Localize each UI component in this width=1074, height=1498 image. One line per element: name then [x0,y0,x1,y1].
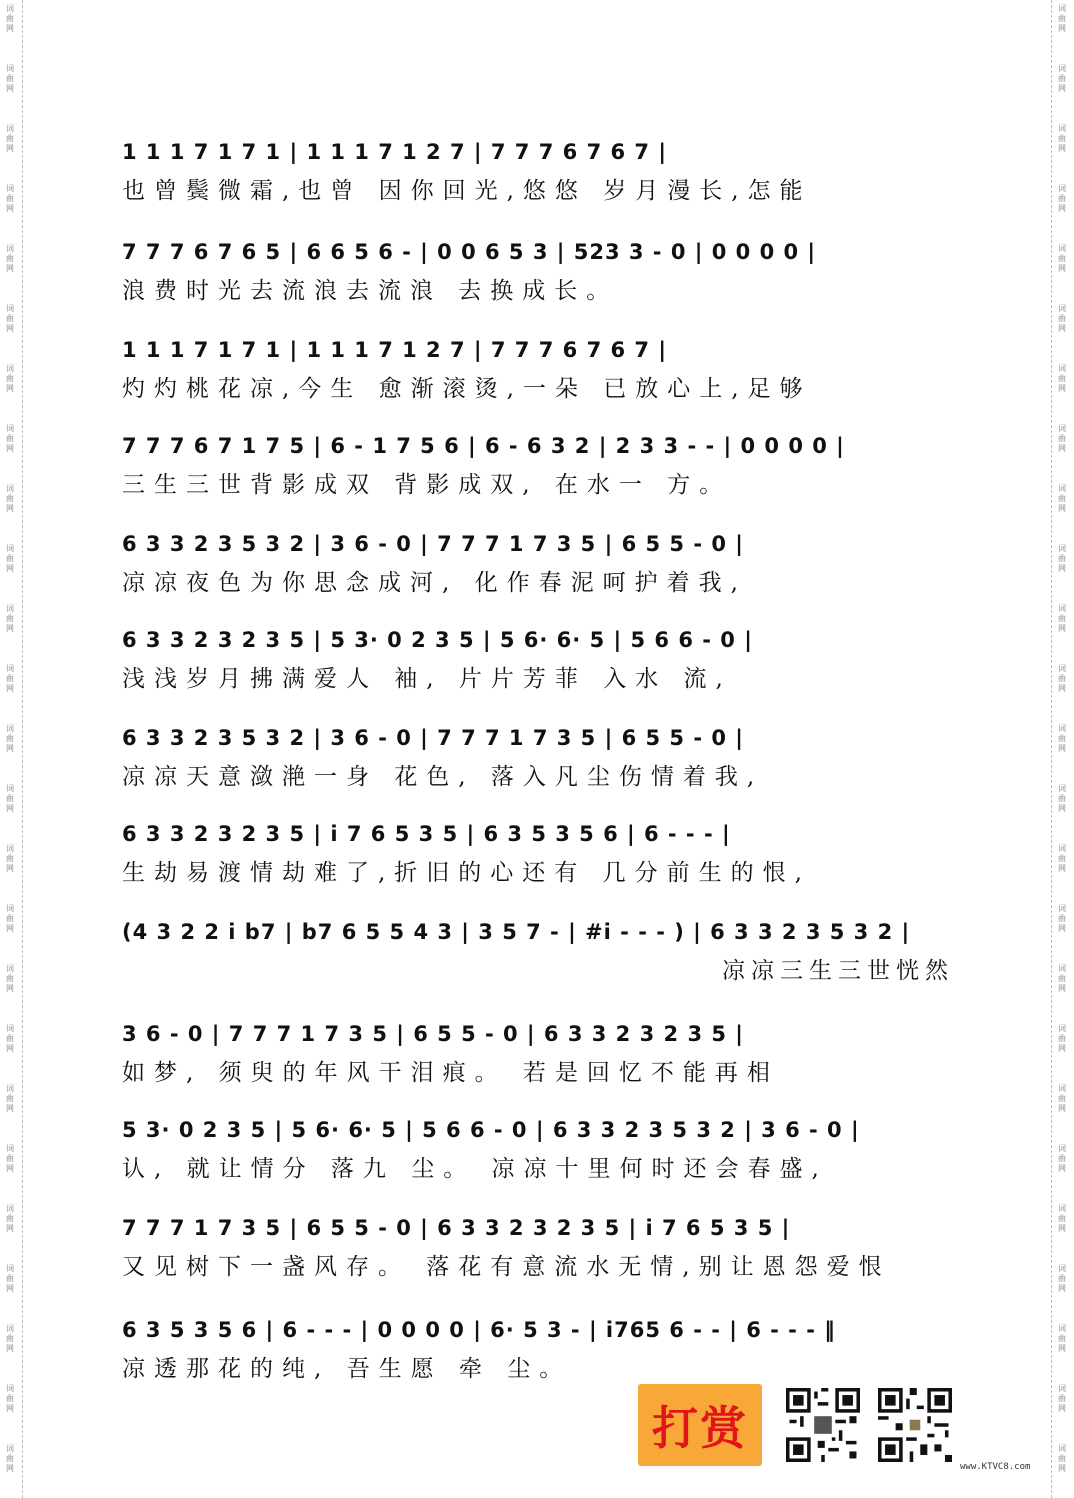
watermark-text: 词 曲 网 [1058,1084,1066,1113]
qr-code-left [786,1388,860,1462]
watermark-text: 词 曲 网 [1058,904,1066,933]
watermark-text: 词 曲 网 [1058,124,1066,153]
qr-code-right [878,1388,952,1462]
watermark-text: 词 曲 网 [1058,244,1066,273]
watermark-text: 词 曲 网 [1058,364,1066,393]
watermark-text: 词 曲 网 [1058,724,1066,753]
watermark-text: 词 曲 网 [6,1264,14,1293]
notation-row: 3 6 - 0 | 7 7 7 1 7 3 5 | 6 5 5 - 0 | 6 3 3 2 3 2 3 5 | [122,1022,744,1046]
watermark-text: 词 曲 网 [6,1084,14,1113]
lyrics-row: 凉凉天意潋滟一身 花色, 落入凡尘伤情着我, [122,764,764,790]
watermark-text: 词 曲 网 [1058,964,1066,993]
reward-button[interactable] [638,1384,762,1466]
score-line [122,914,954,1004]
watermark-text: 词 曲 网 [6,1144,14,1173]
watermark-text: 词 曲 网 [1058,1204,1066,1233]
left-margin-watermark [0,0,23,1498]
lyrics-row: 灼灼桃花凉,今生 愈渐滚烫,一朵 已放心上,足够 [122,376,812,402]
notation-row: 5 3· 0 2 3 5 | 5 6· 6· 5 | 5 6 6 - 0 | 6 3 3 2 3 5 3 2 | 3 6 - 0 | [122,1118,860,1142]
watermark-text: 词 曲 网 [1058,544,1066,573]
reward-label: 打赏 [652,1401,748,1455]
watermark-text: 词 曲 网 [1058,304,1066,333]
lyrics-row: 也曾鬓微霜,也曾 因你回光,悠悠 岁月漫长,怎能 [122,178,812,204]
watermark-text: 词 曲 网 [1058,484,1066,513]
notation-row: 6 3 5 3 5 6 | 6 - - - | 0 0 0 0 | 6· 5 3 - | i765 6 - - | 6 - - - ‖ [122,1318,836,1342]
watermark-text: 词 曲 网 [1058,664,1066,693]
watermark-text: 词 曲 网 [6,1384,14,1413]
watermark-text: 词 曲 网 [1058,184,1066,213]
watermark-text: 词 曲 网 [6,184,14,213]
watermark-text: 词 曲 网 [6,724,14,753]
notation-row: 6 3 3 2 3 5 3 2 | 3 6 - 0 | 7 7 7 1 7 3 5 | 6 5 5 - 0 | [122,726,744,750]
lyrics-row: 浅浅岁月拂满爱人 袖, 片片芳菲 入水 流, [122,666,732,692]
score-line [122,134,954,224]
notation-row: 1 1 1 7 1 7 1 | 1 1 1 7 1 2 7 | 7 7 7 6 7 6 7 | [122,140,668,164]
lyrics-row: 又见树下一盏风存。 落花有意流水无情,别让恩怨爱恨 [122,1254,891,1280]
lyrics-row: 凉凉夜色为你思念成河, 化作春泥呵护着我, [122,570,747,596]
score-line [122,720,954,810]
qr-code-graphic [786,1388,860,1462]
watermark-text: 词 曲 网 [1058,4,1066,33]
watermark-text: 词 曲 网 [1058,1264,1066,1293]
watermark-text: 词 曲 网 [6,664,14,693]
score-line [122,332,954,422]
watermark-text: 词 曲 网 [6,484,14,513]
score-line [122,428,954,518]
watermark-text: 词 曲 网 [6,124,14,153]
watermark-text: 词 曲 网 [6,304,14,333]
notation-row: 7 7 7 6 7 1 7 5 | 6 - 1 7 5 6 | 6 - 6 3 2 | 2 3 3 - - | 0 0 0 0 | [122,434,845,458]
watermark-text: 词 曲 网 [1058,1384,1066,1413]
score-line [122,622,954,712]
watermark-text: 词 曲 网 [1058,1144,1066,1173]
watermark-text: 词 曲 网 [1058,784,1066,813]
lyrics-row: 如梦, 须臾的年风干泪痕。 若是回忆不能再相 [122,1060,779,1086]
watermark-text: 词 曲 网 [1058,604,1066,633]
notation-row: 6 3 3 2 3 5 3 2 | 3 6 - 0 | 7 7 7 1 7 3 5 | 6 5 5 - 0 | [122,532,744,556]
right-margin-watermark [1051,0,1074,1498]
score-line [122,526,954,616]
watermark-text: 词 曲 网 [1058,1324,1066,1353]
score-line [122,816,954,906]
watermark-text: 词 曲 网 [6,244,14,273]
watermark-text: 词 曲 网 [6,1324,14,1353]
watermark-text: 词 曲 网 [6,4,14,33]
watermark-text: 词 曲 网 [6,424,14,453]
watermark-text: 词 曲 网 [1058,1444,1066,1473]
watermark-text: 词 曲 网 [6,1204,14,1233]
watermark-text: 词 曲 网 [6,544,14,573]
watermark-text: 词 曲 网 [6,904,14,933]
watermark-text: 词 曲 网 [6,364,14,393]
qr-code-graphic [878,1388,952,1462]
watermark-text: 词 曲 网 [1058,64,1066,93]
watermark-text: 词 曲 网 [6,64,14,93]
lyrics-row: 浪费时光去流浪去流浪 去换成长。 [122,278,619,304]
notation-row: 7 7 7 6 7 6 5 | 6 6 5 6 - | 0 0 6 5 3 | 523 3 - 0 | 0 0 0 0 | [122,240,817,264]
watermark-text: 词 曲 网 [6,964,14,993]
notation-row: 7 7 7 1 7 3 5 | 6 5 5 - 0 | 6 3 3 2 3 2 3 5 | i 7 6 5 3 5 | [122,1216,791,1240]
lyrics-row: 凉透那花的纯, 吾生愿 牵 尘。 [122,1356,572,1382]
score-line [122,1210,954,1300]
watermark-text: 词 曲 网 [1058,1024,1066,1053]
watermark-text: 词 曲 网 [6,1024,14,1053]
score-line [122,1016,954,1106]
site-url: www.KTVC8.com [960,1462,1031,1472]
notation-row: 1 1 1 7 1 7 1 | 1 1 1 7 1 2 7 | 7 7 7 6 7 6 7 | [122,338,668,362]
lyrics-row: 三生三世背影成双 背影成双, 在水一 方。 [122,472,732,498]
notation-row: 6 3 3 2 3 2 3 5 | 5 3· 0 2 3 5 | 5 6· 6· 5 | 5 6 6 - 0 | [122,628,753,652]
watermark-text: 词 曲 网 [1058,844,1066,873]
notation-row: (4 3 2 2 i b7 | b7 6 5 5 4 3 | 3 5 7 - | #i - - - ) | 6 3 3 2 3 5 3 2 | [122,920,911,944]
notation-row: 6 3 3 2 3 2 3 5 | i 7 6 5 3 5 | 6 3 5 3 5 6 | 6 - - - | [122,822,731,846]
lyrics-row: 认, 就让情分 落九 尘。 凉凉十里何时还会春盛, [122,1156,828,1182]
score-line [122,1112,954,1202]
watermark-text: 词 曲 网 [6,604,14,633]
watermark-text: 词 曲 网 [6,784,14,813]
lyrics-row: 生劫易渡情劫难了,折旧的心还有 几分前生的恨, [122,860,811,886]
score-line [122,234,954,324]
watermark-text: 词 曲 网 [6,844,14,873]
watermark-text: 词 曲 网 [6,1444,14,1473]
watermark-text: 词 曲 网 [1058,424,1066,453]
lyrics-row: 凉凉三生三世恍然 [722,958,954,984]
